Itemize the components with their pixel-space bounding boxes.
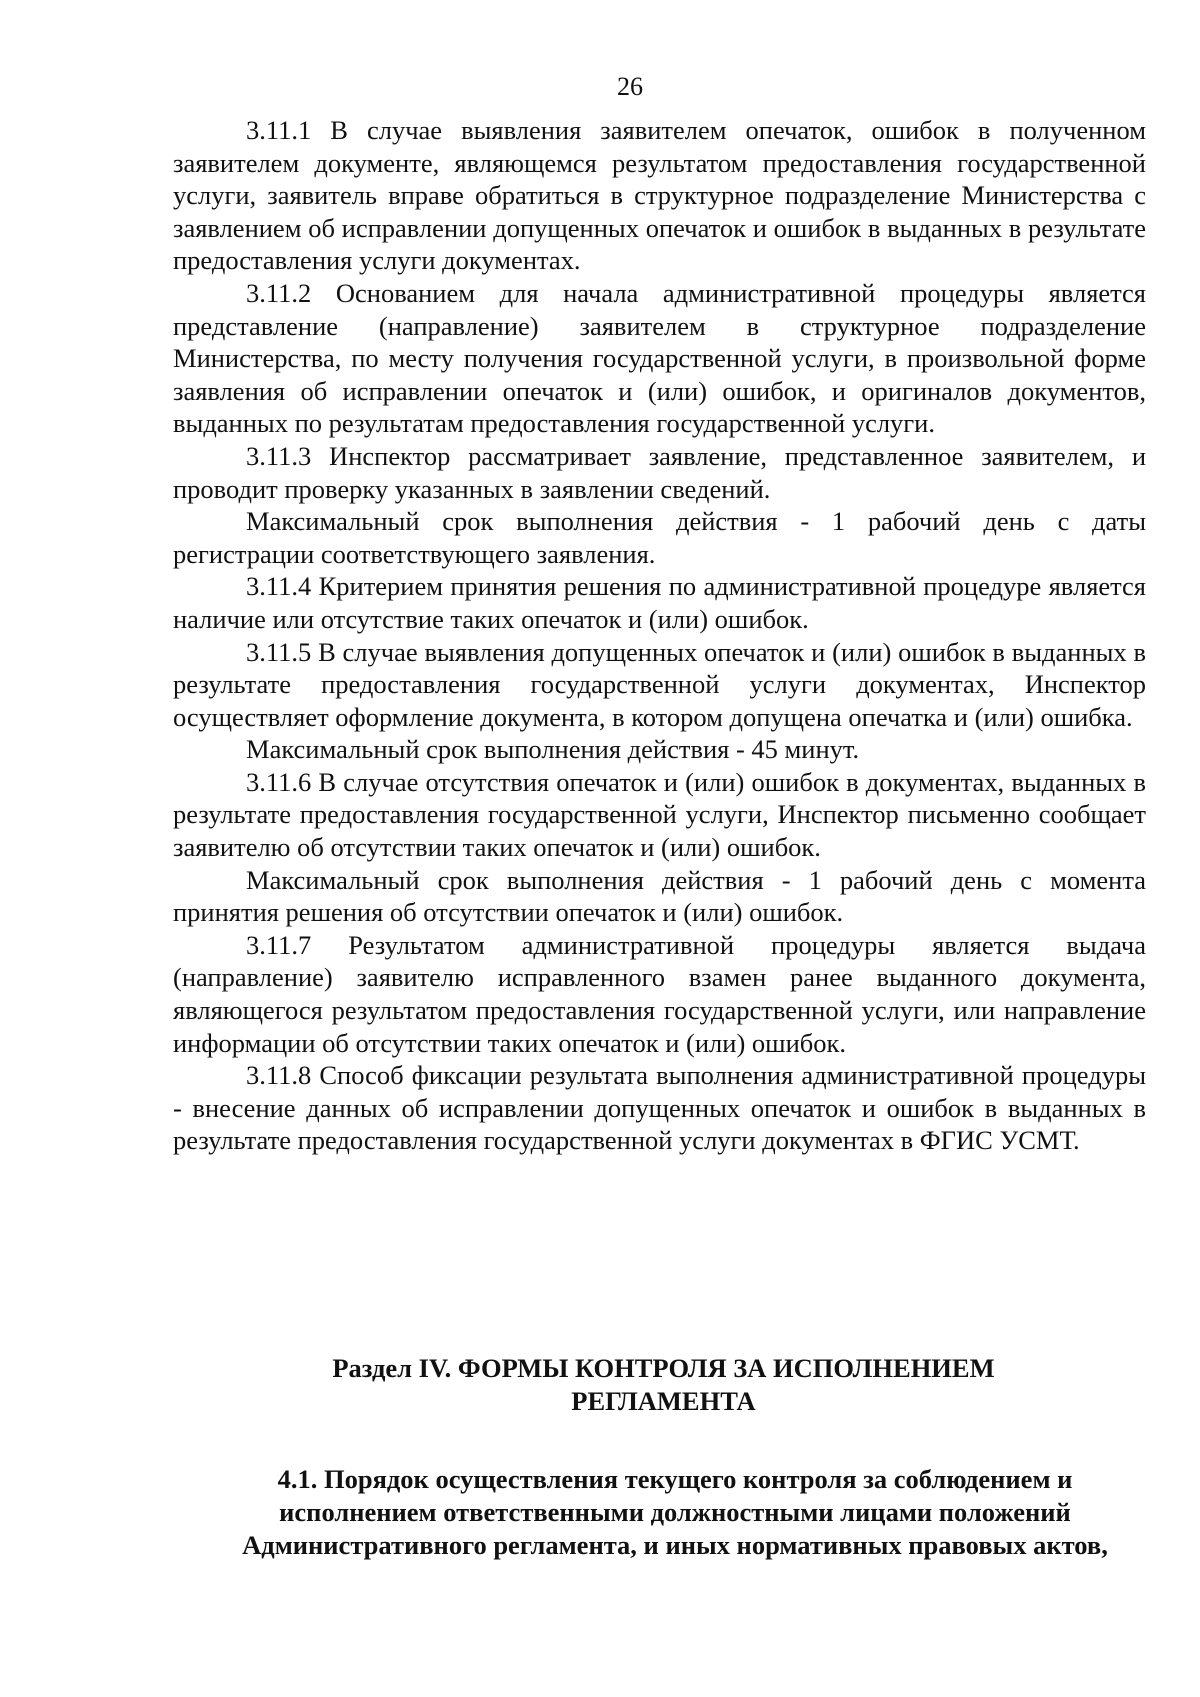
subsection-heading: 4.1. Порядок осуществления текущего контроля за соблюдением и исполнением ответственными должностными лицами положений Административного регламента, и иных нормативных правовых актов,: [242, 1464, 1108, 1560]
document-body: [173, 114, 1146, 1157]
paragraph-3-11-5: 3.11.5 В случае выявления допущенных опечаток и (или) ошибок в выданных в результате предоставления государственной услуги документах, Инспектор осуществляет оформление документа, в котором допущена опечатка и (или) ошибка.: [173, 636, 1146, 732]
paragraph-deadline-3: Максимальный срок выполнения действия - 1 рабочий день с момента принятия решения об отсутствии опечаток и (или) ошибок.: [173, 864, 1146, 928]
paragraph-3-11-4: 3.11.4 Критерием принятия решения по административной процедуре является наличие или отсутствие таких опечаток и (или) ошибок.: [173, 571, 1146, 634]
paragraph-3-11-8: 3.11.8 Способ фиксации результата выполнения административной процедуры - внесение данных об исправлении допущенных опечаток и ошибок в выданных в результате предоставления государственной услуги документах в ФГИС УСМТ.: [173, 1060, 1146, 1156]
paragraph-3-11-2: 3.11.2 Основанием для начала административной процедуры является представление (направление) заявителем в структурное подразделение Министерства, по месту получения государственной услуги, в произвольной форме заявления об исправлении опечаток и (или) ошибок, и оригиналов документов, выданных по результатам предоставления государственной услуги.: [173, 277, 1146, 439]
paragraph-3-11-1: 3.11.1 В случае выявления заявителем опечаток, ошибок в полученном заявителем документе, являющемся результатом предоставления государственной услуги, заявитель вправе обратиться в структурное подразделение Министерства с заявлением об исправлении допущенных опечаток и ошибок в выданных в результате предоставления услуги документах.: [173, 115, 1146, 276]
page-number: 26: [617, 72, 643, 101]
paragraph-3-11-3: 3.11.3 Инспектор рассматривает заявление, представленное заявителем, и проводит проверку указанных в заявлении сведений.: [173, 440, 1146, 504]
paragraph-3-11-7: 3.11.7 Результатом административной процедуры является выдача (направление) заявителю исправленного взамен ранее выданного документа, являющегося результатом предоставления государственной услуги, или направление информации об отсутствии таких опечаток и (или) ошибок.: [173, 929, 1146, 1058]
paragraph-deadline-1: Максимальный срок выполнения действия - 1 рабочий день с даты регистрации соответствующего заявления.: [173, 506, 1146, 569]
section-heading: Раздел IV. ФОРМЫ КОНТРОЛЯ ЗА ИСПОЛНЕНИЕМ РЕГЛАМЕНТА: [332, 1353, 995, 1416]
paragraph-deadline-2: Максимальный срок выполнения действия - 45 минут.: [246, 734, 860, 765]
paragraph-3-11-6: 3.11.6 В случае отсутствия опечаток и (или) ошибок в документах, выданных в результате предоставления государственной услуги, Инспектор письменно сообщает заявителю об отсутствии таких опечаток и (или) ошибок.: [173, 766, 1146, 863]
